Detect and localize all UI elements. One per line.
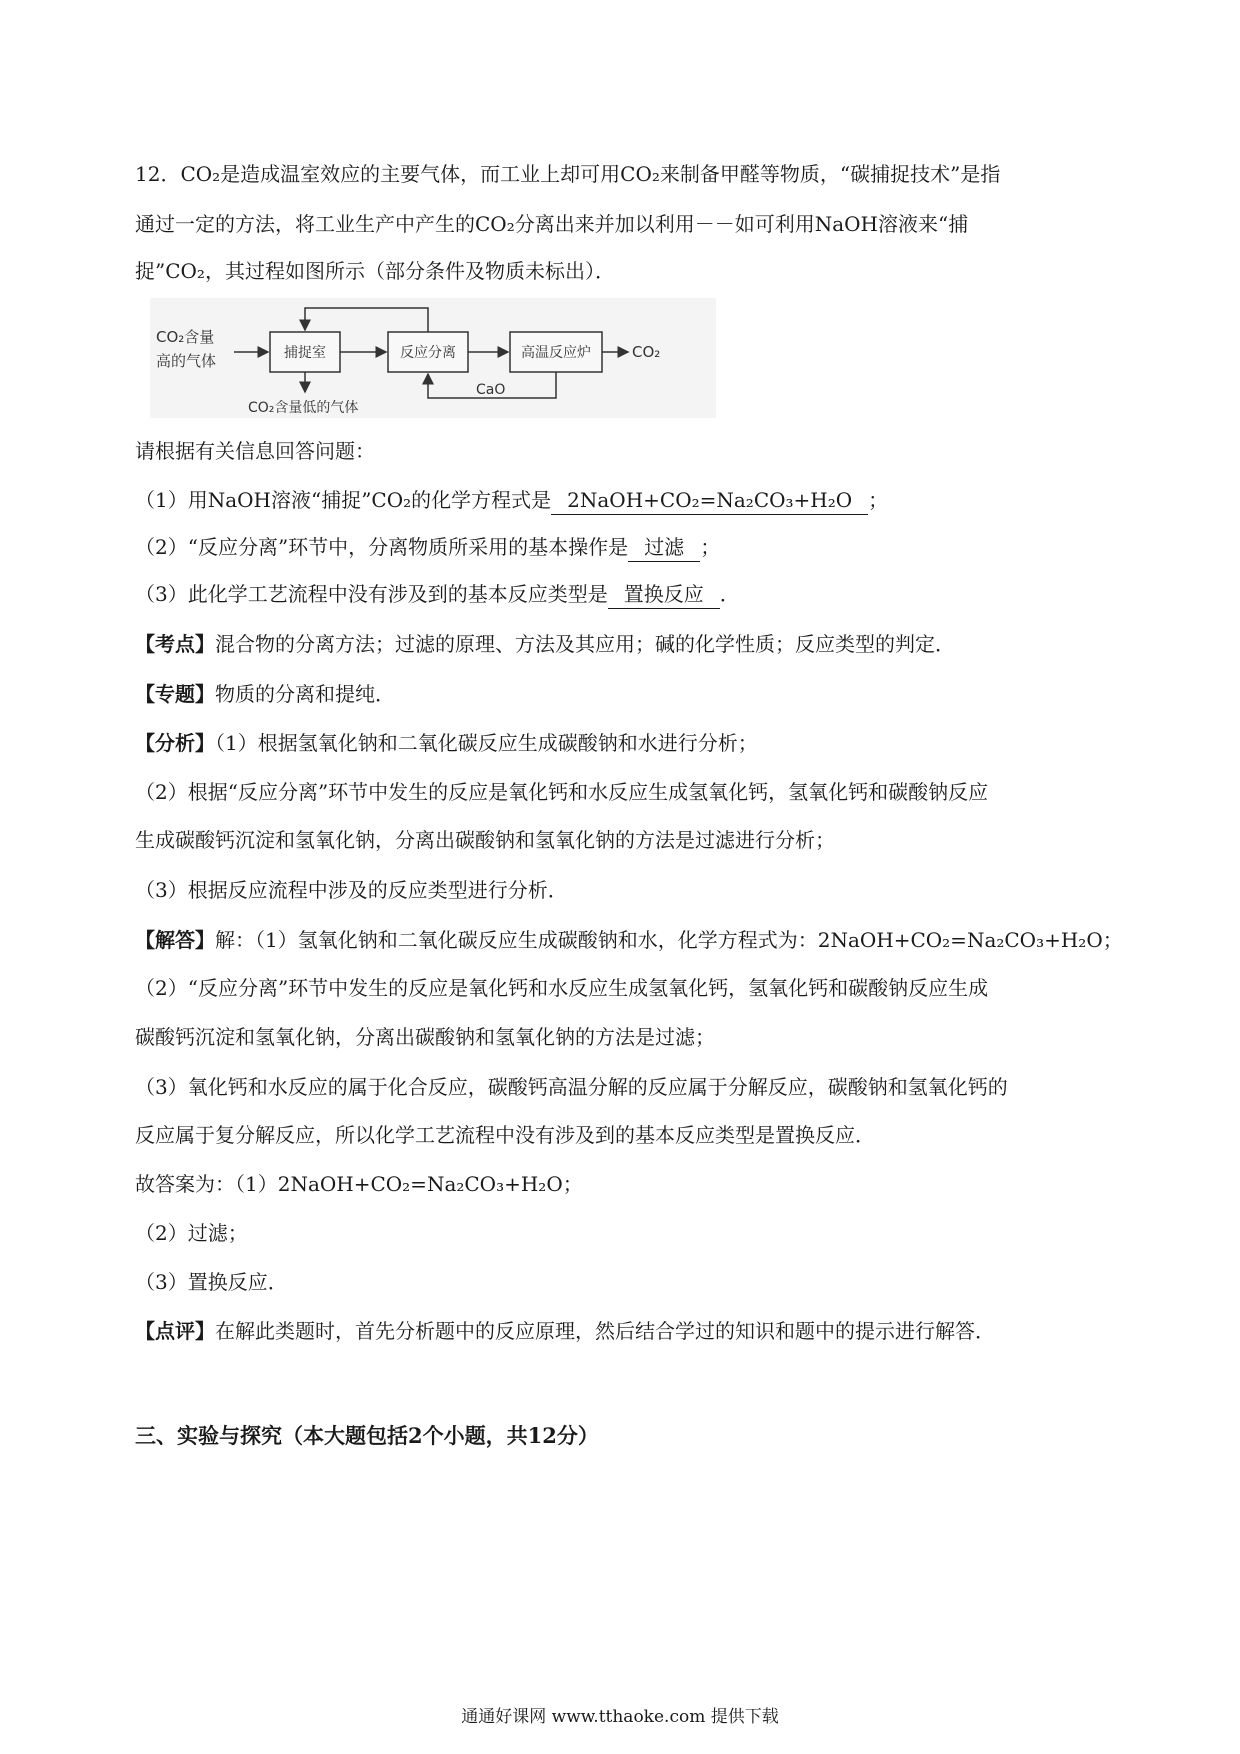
fenxi-line-2: （2）根据“反应分离”环节中发生的反应是氧化钙和水反应生成氢氧化钙，氢氧化钙和碳酸钠反应 bbox=[135, 780, 989, 804]
input-label-2: 高的气体 bbox=[156, 352, 217, 370]
output-label: CO₂ bbox=[632, 343, 661, 361]
zhuanti-line bbox=[135, 680, 395, 708]
zhuanti-tag: 【专题】 bbox=[135, 682, 215, 706]
kaodian-text: 混合物的分离方法；过滤的原理、方法及其应用；碱的化学性质；反应类型的判定． bbox=[215, 632, 955, 656]
dianping-tag: 【点评】 bbox=[135, 1319, 215, 1343]
final-answer-line: 故答案为：（1）2NaOH+CO₂=Na₂CO₃+H₂O； bbox=[135, 1172, 583, 1196]
answer-item-3 bbox=[135, 580, 740, 609]
final-answer-3: （3）置换反应． bbox=[135, 1270, 288, 1294]
answer-item-3-end: ． bbox=[719, 582, 740, 606]
jieda-line-4: （3）氧化钙和水反应的属于化合反应，碳酸钙高温分解的反应属于分解反应，碳酸钠和氢氧化钙的 bbox=[135, 1075, 1008, 1099]
jieda-line-5: 反应属于复分解反应，所以化学工艺流程中没有涉及到的基本反应类型是置换反应． bbox=[135, 1123, 875, 1147]
answer-item-2-blank: 过滤 bbox=[628, 533, 700, 562]
low-gas-label: CO₂含量低的气体 bbox=[248, 400, 359, 416]
fenxi-text-1: （1）根据氢氧化钠和二氧化碳反应生成碳酸钠和水进行分析； bbox=[215, 731, 758, 755]
fenxi-line-1 bbox=[135, 729, 758, 757]
fenxi-line-4: （3）根据反应流程中涉及的反应类型进行分析． bbox=[135, 878, 568, 902]
answer-item-1-blank: 2NaOH+CO₂=Na₂CO₃+H₂O bbox=[551, 486, 868, 515]
jieda-tag: 【解答】 bbox=[135, 928, 215, 952]
cao-label: CaO bbox=[476, 382, 506, 398]
zhuanti-text: 物质的分离和提纯． bbox=[215, 682, 395, 706]
answer-item-2-text: （2）“反应分离”环节中，分离物质所采用的基本操作是 bbox=[135, 535, 629, 559]
answer-item-1-text: （1）用NaOH溶液“捕捉”CO₂的化学方程式是 bbox=[135, 488, 552, 512]
question-line-2: 通过一定的方法，将工业生产中产生的CO₂分离出来并加以利用－－如可利用NaOH溶液来“捕 bbox=[135, 212, 969, 236]
dianping-line bbox=[135, 1317, 995, 1345]
answer-item-2-end: ； bbox=[700, 535, 721, 559]
fenxi-line-3: 生成碳酸钙沉淀和氢氧化钠，分离出碳酸钠和氢氧化钠的方法是过滤进行分析； bbox=[135, 828, 835, 852]
answer-item-3-blank: 置换反应 bbox=[608, 580, 720, 609]
answer-item-1 bbox=[135, 486, 888, 515]
jieda-line-2: （2）“反应分离”环节中发生的反应是氧化钙和水反应生成氢氧化钙，氢氧化钙和碳酸钠反应生成 bbox=[135, 976, 989, 1000]
input-label-1: CO₂含量 bbox=[156, 328, 215, 346]
fenxi-tag: 【分析】 bbox=[135, 731, 215, 755]
final-answer-2: （2）过滤； bbox=[135, 1221, 248, 1245]
jieda-line-3: 碳酸钙沉淀和氢氧化钠，分离出碳酸钠和氢氧化钠的方法是过滤； bbox=[135, 1025, 715, 1049]
question-line-1: 12．CO₂是造成温室效应的主要气体，而工业上却可用CO₂来制备甲醛等物质，“碳捕捉技术”是指 bbox=[135, 162, 1001, 186]
jieda-line-1 bbox=[135, 926, 1123, 954]
furnace-label: 高温反应炉 bbox=[521, 345, 591, 361]
capture-chamber-label: 捕捉室 bbox=[284, 345, 326, 361]
kaodian-line bbox=[135, 630, 955, 658]
answer-item-2 bbox=[135, 533, 720, 562]
process-flow-diagram bbox=[150, 298, 716, 418]
answer-item-1-end: ； bbox=[868, 488, 889, 512]
page-footer: 通通好课网 www.tthaoke.com 提供下载 bbox=[461, 1707, 779, 1727]
question-prompt: 请根据有关信息回答问题： bbox=[135, 439, 375, 463]
answer-item-3-text: （3）此化学工艺流程中没有涉及到的基本反应类型是 bbox=[135, 582, 608, 606]
dianping-text: 在解此类题时，首先分析题中的反应原理，然后结合学过的知识和题中的提示进行解答． bbox=[215, 1319, 995, 1343]
question-line-3: 捉”CO₂，其过程如图所示（部分条件及物质未标出）． bbox=[135, 259, 615, 283]
kaodian-tag: 【考点】 bbox=[135, 632, 215, 656]
reaction-separation-label: 反应分离 bbox=[400, 345, 456, 361]
section-title: 三、实验与探究（本大题包括2个小题，共12分） bbox=[135, 1423, 599, 1448]
jieda-text-1: 解：（1）氢氧化钠和二氧化碳反应生成碳酸钠和水，化学方程式为：2NaOH+CO₂=Na₂CO₃+H₂O； bbox=[215, 928, 1123, 952]
